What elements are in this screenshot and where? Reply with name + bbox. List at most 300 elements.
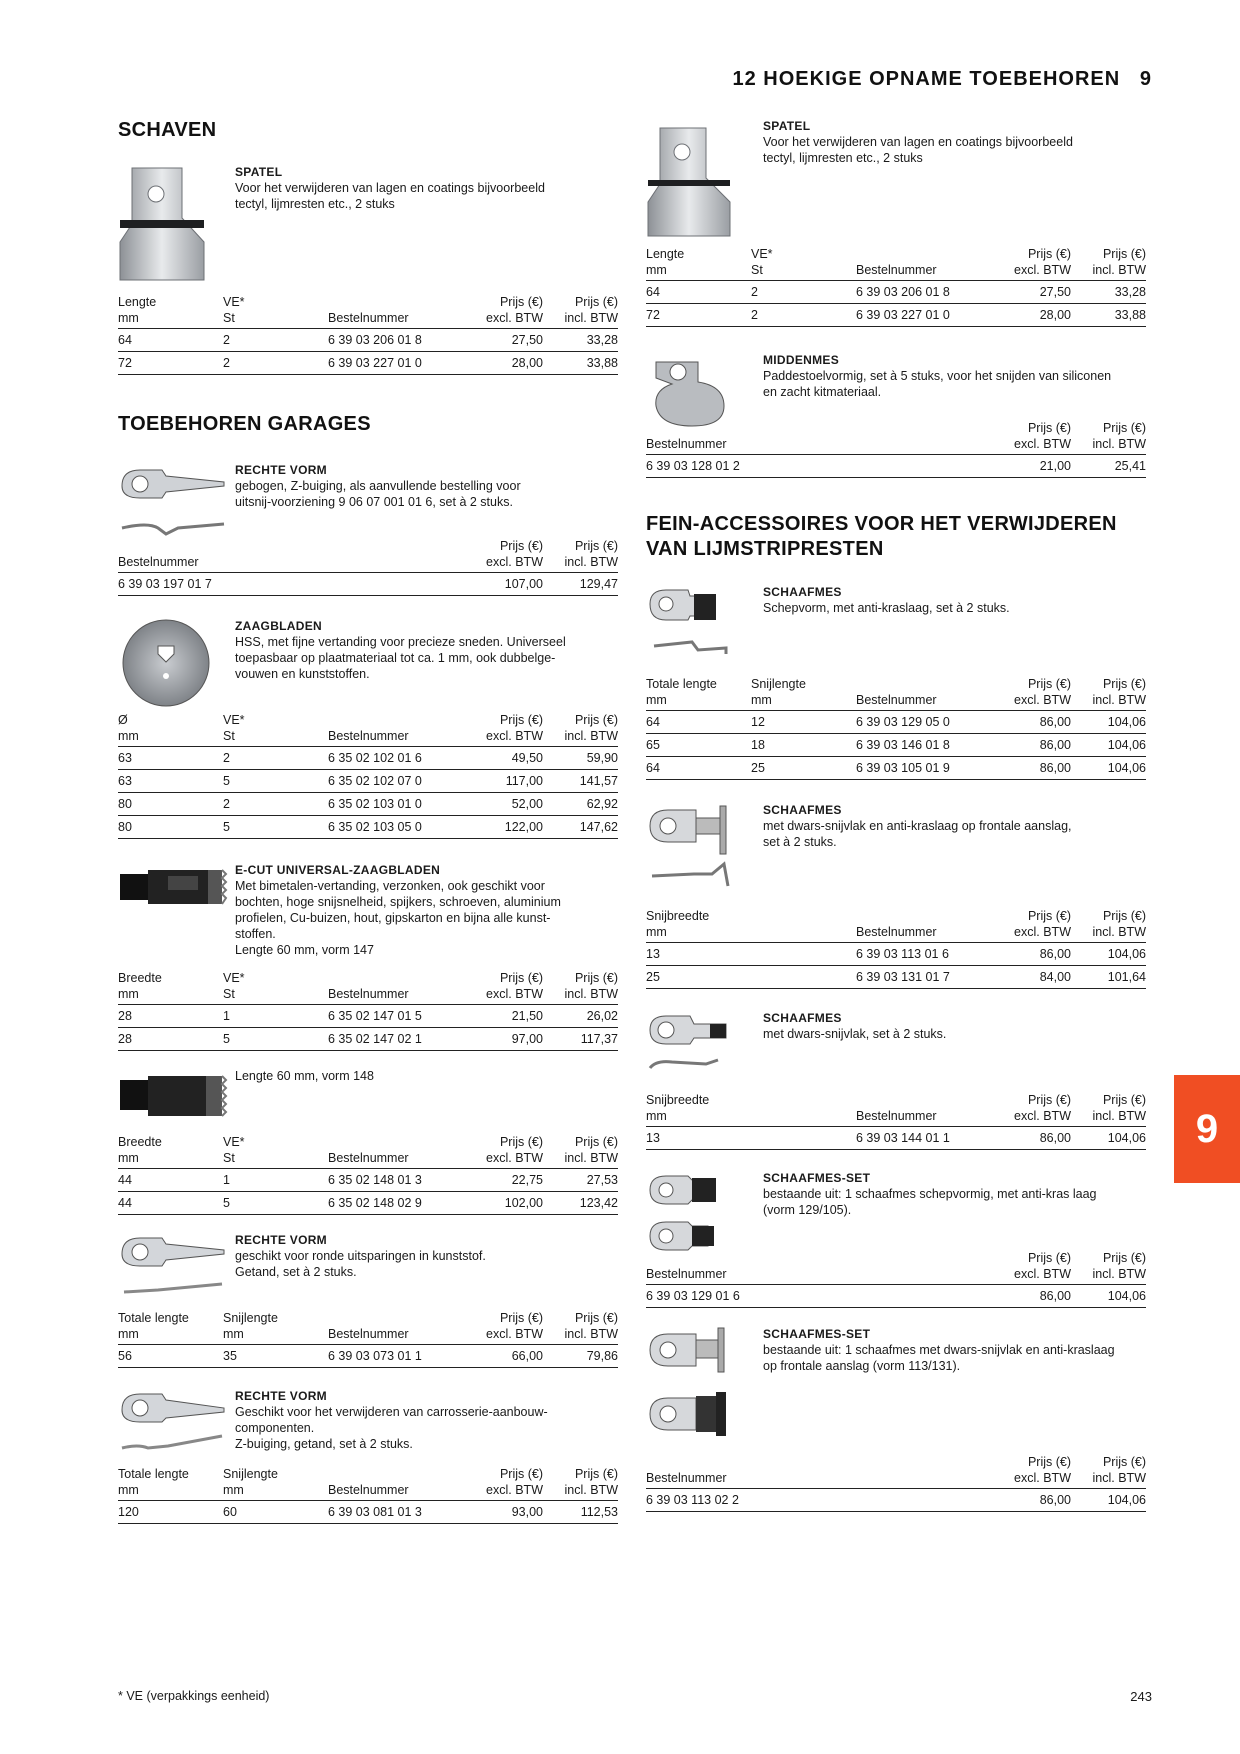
table-header-row: [118, 1134, 618, 1169]
table-cell: 6 39 03 073 01 1: [328, 1345, 468, 1368]
table-cell: 122,00: [468, 816, 543, 839]
table-cell: 27,50: [468, 329, 543, 352]
column-header: Snijbreedte mm: [646, 908, 751, 943]
table-cell: [856, 1285, 996, 1308]
table-cell: 93,00: [468, 1501, 543, 1524]
column-header: [856, 420, 996, 455]
column-header: [856, 1454, 996, 1489]
table-cell: 141,57: [543, 770, 618, 793]
table-row: [118, 1192, 618, 1215]
table-cell: 6 39 03 081 01 3: [328, 1501, 468, 1524]
column-header: Bestelnummer: [328, 1466, 468, 1501]
table-cell: 1: [223, 1005, 328, 1028]
column-header: [751, 420, 856, 455]
product-text: [235, 862, 615, 958]
table-cell: 18: [751, 734, 856, 757]
table-cell: 1: [223, 1169, 328, 1192]
table-row: [118, 573, 618, 596]
table-cell: [856, 455, 996, 478]
product-image: [118, 1388, 228, 1465]
product-description: gebogen, Z-buiging, als aanvullende bestelling voor uitsnij-voorziening 9 06 07 001 01 6, set à 2 stuks.: [235, 479, 521, 509]
table-cell: 27,53: [543, 1169, 618, 1192]
table-row: [118, 329, 618, 352]
column-header: Bestelnummer: [328, 970, 468, 1005]
table-cell: 86,00: [996, 943, 1071, 966]
table-cell: 25,41: [1071, 455, 1146, 478]
column-header: Bestelnummer: [328, 294, 468, 329]
table-cell: [751, 1285, 856, 1308]
table-cell: 104,06: [1071, 757, 1146, 780]
product-text: [235, 164, 615, 212]
column-header: Bestelnummer: [328, 1134, 468, 1169]
product-text: [763, 1326, 1143, 1374]
table-cell: 6 35 02 147 02 1: [328, 1028, 468, 1051]
table-cell: 28,00: [468, 352, 543, 375]
table-cell: 120: [118, 1501, 223, 1524]
table-cell: 72: [118, 352, 223, 375]
product-text: [763, 118, 1143, 166]
table-cell: 59,90: [543, 747, 618, 770]
table-row: [646, 1285, 1146, 1308]
table-cell: 80: [118, 816, 223, 839]
product-description: met dwars-snijvlak en anti-kraslaag op frontale aanslag, set à 2 stuks.: [763, 819, 1072, 849]
column-header: Prijs (€) incl. BTW: [1071, 1092, 1146, 1127]
product-description: bestaande uit: 1 schaafmes met dwars-snijvlak en anti-kraslaag op frontale aanslag (vorm 113/131).: [763, 1343, 1115, 1373]
column-header: VE* St: [223, 294, 328, 329]
table-cell: 63: [118, 747, 223, 770]
column-header: Prijs (€) incl. BTW: [543, 1134, 618, 1169]
price-table: [118, 712, 618, 839]
column-header: VE* St: [223, 970, 328, 1005]
table-cell: 28: [118, 1005, 223, 1028]
column-header: Bestelnummer: [328, 712, 468, 747]
table-cell: 33,88: [543, 352, 618, 375]
table-cell: [751, 943, 856, 966]
table-header-row: [646, 1092, 1146, 1127]
price-table: [646, 420, 1146, 478]
table-cell: [751, 1489, 856, 1512]
table-cell: 6 39 03 113 02 2: [646, 1489, 751, 1512]
column-header: Ø mm: [118, 712, 223, 747]
table-cell: 104,06: [1071, 734, 1146, 757]
table-row: [646, 1489, 1146, 1512]
table-cell: 22,75: [468, 1169, 543, 1192]
product-description: geschikt voor ronde uitsparingen in kunststof. Getand, set à 2 stuks.: [235, 1249, 486, 1279]
table-row: [646, 966, 1146, 989]
product-title: RECHTE VORM: [235, 463, 327, 477]
table-cell: 33,28: [1071, 281, 1146, 304]
column-header: Prijs (€) excl. BTW: [468, 712, 543, 747]
column-header: Prijs (€) excl. BTW: [996, 676, 1071, 711]
table-cell: 86,00: [996, 1285, 1071, 1308]
table-cell: 5: [223, 1192, 328, 1215]
table-cell: 6 39 03 144 01 1: [856, 1127, 996, 1150]
header-title: 12 HOEKIGE OPNAME TOEBEHOREN: [732, 68, 1121, 90]
price-table: [118, 294, 618, 375]
column-header: Prijs (€) excl. BTW: [468, 538, 543, 573]
table-row: [118, 770, 618, 793]
column-header: Prijs (€) excl. BTW: [468, 1134, 543, 1169]
column-header: Snijbreedte mm: [646, 1092, 751, 1127]
product-image: [118, 1068, 228, 1129]
table-cell: 86,00: [996, 734, 1071, 757]
table-cell: 6 39 03 113 01 6: [856, 943, 996, 966]
table-cell: [751, 1127, 856, 1150]
table-cell: 97,00: [468, 1028, 543, 1051]
table-cell: 2: [223, 747, 328, 770]
column-header: VE* St: [751, 246, 856, 281]
column-header: Bestelnummer: [856, 676, 996, 711]
table-cell: 44: [118, 1192, 223, 1215]
table-row: [646, 757, 1146, 780]
table-cell: 6 39 03 227 01 0: [328, 352, 468, 375]
table-header-row: [646, 1250, 1146, 1285]
table-cell: 84,00: [996, 966, 1071, 989]
table-cell: 64: [646, 281, 751, 304]
table-row: [646, 281, 1146, 304]
column-header: Prijs (€) excl. BTW: [996, 1092, 1071, 1127]
column-header: Snijlengte mm: [223, 1310, 328, 1345]
table-cell: 5: [223, 1028, 328, 1051]
table-header-row: [118, 1310, 618, 1345]
product-description: Voor het verwijderen van lagen en coatings bijvoorbeeld tectyl, lijmresten etc., 2 stuks: [763, 135, 1073, 165]
column-header: Bestelnummer: [856, 908, 996, 943]
product-text: [235, 1232, 615, 1280]
page-number: 243: [1130, 1689, 1152, 1704]
table-cell: 13: [646, 1127, 751, 1150]
table-cell: 117,00: [468, 770, 543, 793]
product-image: [646, 1326, 736, 1451]
product-title: E-CUT UNIVERSAL-ZAAGBLADEN: [235, 863, 441, 877]
table-cell: 21,50: [468, 1005, 543, 1028]
table-cell: 2: [751, 304, 856, 327]
table-row: [646, 1127, 1146, 1150]
table-cell: 28,00: [996, 304, 1071, 327]
table-cell: 49,50: [468, 747, 543, 770]
column-header: [751, 908, 856, 943]
table-cell: 86,00: [996, 1127, 1071, 1150]
table-cell: 35: [223, 1345, 328, 1368]
column-header: Prijs (€) incl. BTW: [543, 294, 618, 329]
table-cell: 12: [751, 711, 856, 734]
product-description: Met bimetalen-vertanding, verzonken, ook geschikt voor bochten, hoge snijsnelheid, spijkers, schroeven, aluminium profielen, Cu-buizen, hout, gipskarton en bijna alle kunst- stoffen. Lengte 60 mm, vorm 147: [235, 879, 561, 957]
column-header: Prijs (€) incl. BTW: [1071, 1454, 1146, 1489]
table-cell: 147,62: [543, 816, 618, 839]
column-header: Prijs (€) excl. BTW: [468, 1310, 543, 1345]
column-header: Bestelnummer: [118, 538, 223, 573]
table-header-row: [118, 970, 618, 1005]
column-header: VE* St: [223, 1134, 328, 1169]
table-cell: 21,00: [996, 455, 1071, 478]
table-cell: 64: [118, 329, 223, 352]
price-table: [118, 1310, 618, 1368]
column-header: Snijlengte mm: [751, 676, 856, 711]
column-header: [751, 1454, 856, 1489]
product-text: [235, 462, 615, 510]
product-title: SPATEL: [763, 119, 811, 133]
table-cell: 80: [118, 793, 223, 816]
product-title: SCHAAFMES: [763, 803, 842, 817]
product-title: RECHTE VORM: [235, 1233, 327, 1247]
table-cell: [223, 573, 328, 596]
product-description: Geschikt voor het verwijderen van carrosserie-aanbouw- componenten. Z-buiging, getand, set à 2 stuks.: [235, 1405, 548, 1451]
table-cell: 60: [223, 1501, 328, 1524]
table-cell: 79,86: [543, 1345, 618, 1368]
product-image: [118, 862, 228, 917]
column-header: Totale lengte mm: [646, 676, 751, 711]
table-cell: 6 35 02 103 01 0: [328, 793, 468, 816]
product-title: SCHAAFMES-SET: [763, 1171, 871, 1185]
table-cell: 6 35 02 148 02 9: [328, 1192, 468, 1215]
table-row: [118, 1028, 618, 1051]
product-description: Voor het verwijderen van lagen en coatings bijvoorbeeld tectyl, lijmresten etc., 2 stuks: [235, 181, 545, 211]
column-header: Prijs (€) incl. BTW: [1071, 420, 1146, 455]
column-header: Prijs (€) excl. BTW: [996, 420, 1071, 455]
product-title: ZAAGBLADEN: [235, 619, 322, 633]
table-cell: 28: [118, 1028, 223, 1051]
table-cell: 6 39 03 129 05 0: [856, 711, 996, 734]
product-text: [763, 802, 1143, 850]
product-title: SCHAAFMES-SET: [763, 1327, 871, 1341]
table-cell: 5: [223, 816, 328, 839]
table-cell: 2: [751, 281, 856, 304]
product-text: [235, 1068, 615, 1084]
table-cell: 104,06: [1071, 1489, 1146, 1512]
table-cell: 6 39 03 206 01 8: [328, 329, 468, 352]
table-cell: 6 39 03 129 01 6: [646, 1285, 751, 1308]
column-header: [751, 1092, 856, 1127]
table-cell: [328, 573, 468, 596]
table-cell: 6 35 02 102 07 0: [328, 770, 468, 793]
table-cell: 52,00: [468, 793, 543, 816]
table-cell: 62,92: [543, 793, 618, 816]
table-row: [118, 747, 618, 770]
column-header: [328, 538, 468, 573]
table-cell: 123,42: [543, 1192, 618, 1215]
table-cell: 72: [646, 304, 751, 327]
column-header: [856, 1250, 996, 1285]
column-header: Prijs (€) incl. BTW: [1071, 246, 1146, 281]
table-row: [646, 943, 1146, 966]
table-row: [118, 1501, 618, 1524]
table-row: [646, 734, 1146, 757]
table-cell: 27,50: [996, 281, 1071, 304]
price-table: [646, 1092, 1146, 1150]
table-cell: 2: [223, 329, 328, 352]
column-header: Snijlengte mm: [223, 1466, 328, 1501]
table-cell: 6 39 03 131 01 7: [856, 966, 996, 989]
table-cell: [856, 1489, 996, 1512]
table-cell: 64: [646, 711, 751, 734]
column-header: Prijs (€) excl. BTW: [996, 246, 1071, 281]
column-header: Lengte mm: [646, 246, 751, 281]
column-header: Prijs (€) incl. BTW: [543, 1466, 618, 1501]
table-cell: 65: [646, 734, 751, 757]
table-cell: 104,06: [1071, 1285, 1146, 1308]
column-header: Prijs (€) excl. BTW: [996, 1250, 1071, 1285]
table-cell: [751, 455, 856, 478]
column-header: Prijs (€) incl. BTW: [1071, 908, 1146, 943]
footnote: * VE (verpakkings eenheid): [118, 1689, 270, 1703]
product-description: met dwars-snijvlak, set à 2 stuks.: [763, 1027, 947, 1041]
price-table: [118, 1134, 618, 1215]
column-header: Breedte mm: [118, 1134, 223, 1169]
product-image: [646, 584, 736, 669]
product-description: Paddestoelvormig, set à 5 stuks, voor het snijden van siliconen en zacht kitmateriaal.: [763, 369, 1112, 399]
column-header: Bestelnummer: [856, 1092, 996, 1127]
table-row: [646, 455, 1146, 478]
table-cell: 6 35 02 102 01 6: [328, 747, 468, 770]
table-cell: 104,06: [1071, 711, 1146, 734]
table-header-row: [118, 538, 618, 573]
product-description: Lengte 60 mm, vorm 148: [235, 1069, 374, 1083]
product-description: bestaande uit: 1 schaafmes schepvormig, met anti-kras laag (vorm 129/105).: [763, 1187, 1097, 1217]
price-table: [118, 970, 618, 1051]
table-cell: 107,00: [468, 573, 543, 596]
table-cell: 6 39 03 206 01 8: [856, 281, 996, 304]
column-header: [223, 538, 328, 573]
product-image: [118, 618, 228, 713]
product-image: [118, 1232, 228, 1309]
column-header: Prijs (€) excl. BTW: [468, 1466, 543, 1501]
table-cell: 66,00: [468, 1345, 543, 1368]
column-header: Bestelnummer: [856, 246, 996, 281]
table-cell: 101,64: [1071, 966, 1146, 989]
product-title: SPATEL: [235, 165, 283, 179]
column-header: Bestelnummer: [646, 1454, 751, 1489]
table-header-row: [118, 1466, 618, 1501]
column-header: Prijs (€) incl. BTW: [1071, 1250, 1146, 1285]
table-cell: 129,47: [543, 573, 618, 596]
column-header: Breedte mm: [118, 970, 223, 1005]
table-header-row: [646, 420, 1146, 455]
page-header: [733, 68, 1153, 91]
product-title: RECHTE VORM: [235, 1389, 327, 1403]
table-row: [118, 1169, 618, 1192]
column-header: Prijs (€) incl. BTW: [543, 1310, 618, 1345]
table-header-row: [646, 908, 1146, 943]
table-cell: 25: [751, 757, 856, 780]
product-text: [763, 1170, 1143, 1218]
column-header: Totale lengte mm: [118, 1310, 223, 1345]
product-description: Schepvorm, met anti-kraslaag, set à 2 stuks.: [763, 601, 1010, 615]
column-header: [751, 1250, 856, 1285]
product-image: [646, 802, 736, 895]
section-title-fein: FEIN-ACCESSOIRES VOOR HET VERWIJDEREN VAN LIJMSTRIPRESTEN: [646, 513, 1117, 560]
column-header: Totale lengte mm: [118, 1466, 223, 1501]
table-cell: 104,06: [1071, 1127, 1146, 1150]
section-title-garages: TOEBEHOREN GARAGES: [118, 413, 371, 435]
product-image: [646, 1010, 736, 1085]
table-cell: 117,37: [543, 1028, 618, 1051]
price-table: [118, 538, 618, 596]
table-cell: 6 39 03 105 01 9: [856, 757, 996, 780]
product-text: [763, 352, 1143, 400]
column-header: Prijs (€) excl. BTW: [996, 908, 1071, 943]
product-image: [118, 462, 228, 547]
table-cell: 86,00: [996, 757, 1071, 780]
price-table: [646, 246, 1146, 327]
table-cell: 6 39 03 128 01 2: [646, 455, 751, 478]
table-cell: 112,53: [543, 1501, 618, 1524]
table-cell: 102,00: [468, 1192, 543, 1215]
table-row: [118, 1005, 618, 1028]
table-header-row: [646, 246, 1146, 281]
table-cell: 6 35 02 147 01 5: [328, 1005, 468, 1028]
column-header: Bestelnummer: [328, 1310, 468, 1345]
table-cell: 6 35 02 103 05 0: [328, 816, 468, 839]
price-table: [646, 1454, 1146, 1512]
column-header: Bestelnummer: [646, 420, 751, 455]
product-image: [118, 164, 218, 289]
price-table: [646, 908, 1146, 989]
table-cell: 33,88: [1071, 304, 1146, 327]
column-header: Prijs (€) incl. BTW: [543, 538, 618, 573]
product-text: [763, 584, 1143, 616]
table-cell: 64: [646, 757, 751, 780]
table-header-row: [646, 1454, 1146, 1489]
product-image: [646, 124, 736, 249]
table-header-row: [646, 676, 1146, 711]
column-header: Prijs (€) excl. BTW: [996, 1454, 1071, 1489]
column-header: VE* St: [223, 712, 328, 747]
chapter-tab: 9: [1174, 1075, 1240, 1183]
table-cell: 6 39 03 197 01 7: [118, 573, 223, 596]
header-number: 9: [1139, 68, 1152, 90]
column-header: Bestelnummer: [646, 1250, 751, 1285]
table-cell: 33,28: [543, 329, 618, 352]
table-row: [646, 304, 1146, 327]
column-header: Lengte mm: [118, 294, 223, 329]
product-text: [235, 1388, 615, 1452]
table-row: [118, 793, 618, 816]
table-cell: [751, 966, 856, 989]
column-header: Prijs (€) excl. BTW: [468, 970, 543, 1005]
product-description: HSS, met fijne vertanding voor precieze sneden. Universeel toepasbaar op plaatmateriaal tot ca. 1 mm, ook dubbelge- vouwen en kunststoffen.: [235, 635, 566, 681]
table-cell: 26,02: [543, 1005, 618, 1028]
column-header: Prijs (€) incl. BTW: [543, 970, 618, 1005]
table-cell: 104,06: [1071, 943, 1146, 966]
table-cell: 86,00: [996, 1489, 1071, 1512]
table-cell: 63: [118, 770, 223, 793]
price-table: [646, 676, 1146, 780]
table-cell: 6 39 03 146 01 8: [856, 734, 996, 757]
table-cell: 2: [223, 352, 328, 375]
table-row: [646, 711, 1146, 734]
product-title: SCHAAFMES: [763, 585, 842, 599]
table-cell: 6 39 03 227 01 0: [856, 304, 996, 327]
column-header: Prijs (€) excl. BTW: [468, 294, 543, 329]
table-row: [118, 352, 618, 375]
table-cell: 6 35 02 148 01 3: [328, 1169, 468, 1192]
table-header-row: [118, 294, 618, 329]
table-row: [118, 1345, 618, 1368]
table-cell: 56: [118, 1345, 223, 1368]
table-header-row: [118, 712, 618, 747]
column-header: Prijs (€) incl. BTW: [543, 712, 618, 747]
table-cell: 44: [118, 1169, 223, 1192]
product-text: [235, 618, 615, 682]
product-title: SCHAAFMES: [763, 1011, 842, 1025]
table-cell: 86,00: [996, 711, 1071, 734]
table-cell: 13: [646, 943, 751, 966]
price-table: [118, 1466, 618, 1524]
table-cell: 2: [223, 793, 328, 816]
table-row: [118, 816, 618, 839]
table-cell: 5: [223, 770, 328, 793]
column-header: Prijs (€) incl. BTW: [1071, 676, 1146, 711]
section-title-schaven: SCHAVEN: [118, 119, 217, 141]
